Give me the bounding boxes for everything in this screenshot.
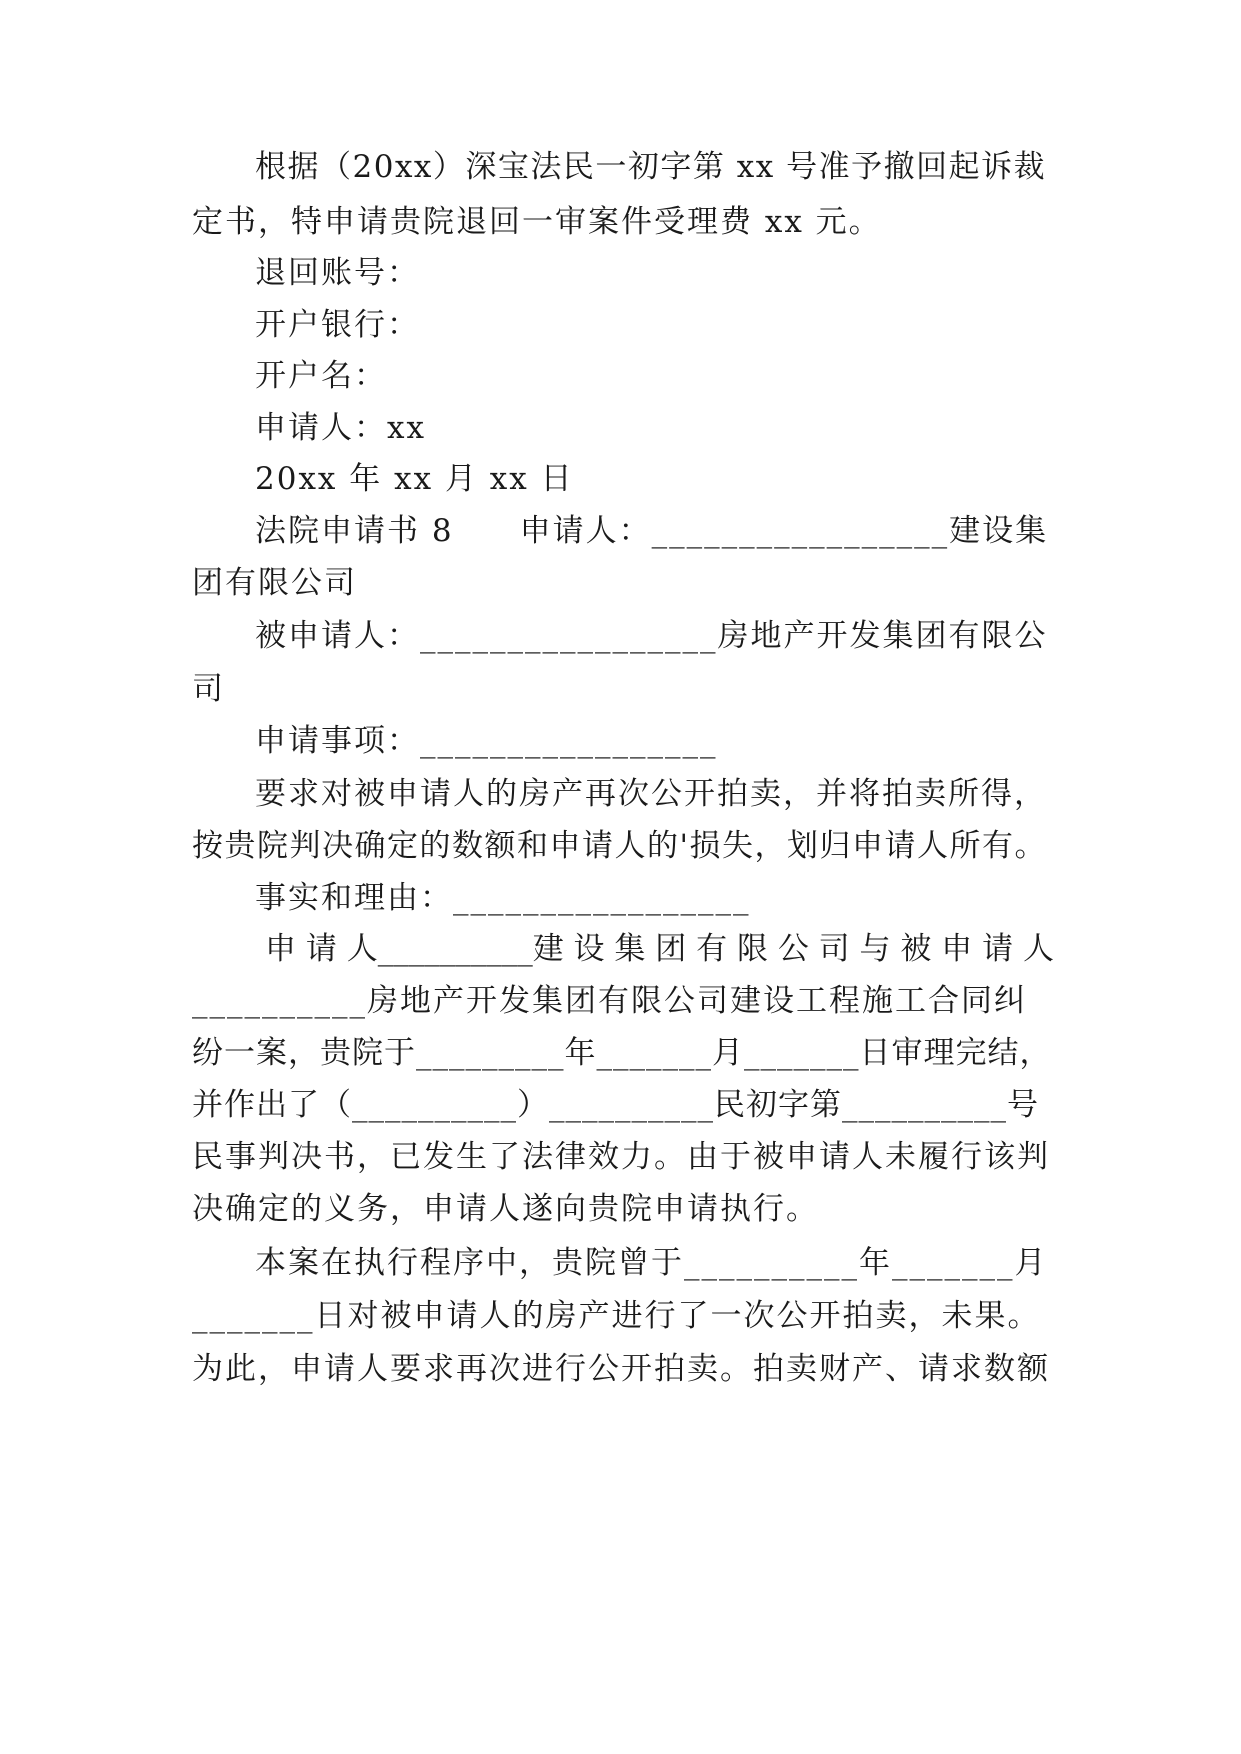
bank-label: 开户银行： — [255, 307, 420, 343]
date-line: 20xx 年 xx 月 xx 日 — [255, 461, 574, 497]
paragraph-line: 申 请 人__________建 设 集 团 有 限 公 司 与 被 申 请 人 — [265, 931, 1054, 967]
applicant-line: 申请人：xx — [255, 410, 426, 446]
paragraph-line: 为此，申请人要求再次进行公开拍卖。拍卖财产、请求数额 — [192, 1351, 1050, 1387]
respondent-line: 被申请人：_________________房地产开发集团有限公 — [255, 618, 1048, 654]
paragraph-line: 决确定的义务，申请人遂向贵院申请执行。 — [192, 1191, 819, 1227]
paragraph-line: 民事判决书，已发生了法律效力。由于被申请人未履行该判 — [192, 1139, 1050, 1175]
paragraph-line: _______日对被申请人的房产进行了一次公开拍卖，未果。 — [192, 1298, 1041, 1334]
paragraph-line: 并作出了（__________）__________民初字第__________号 — [192, 1087, 1039, 1123]
paragraph-line: 按贵院判决确定的数额和申请人的'损失，划归申请人所有。 — [192, 828, 1048, 864]
application-matter-line: 申请事项：_________________ — [255, 723, 718, 759]
paragraph-line: __________房地产开发集团有限公司建设工程施工合同纠 — [192, 983, 1027, 1019]
paragraph-line: 团有限公司 — [192, 565, 357, 601]
paragraph-line: 纷一案，贵院于_________年_______月_______日审理完结， — [192, 1035, 1052, 1071]
section-heading-line: 法院申请书 8 申请人：_________________建设集 — [255, 513, 1049, 549]
paragraph-line: 司 — [192, 671, 225, 707]
paragraph-line: 根据（20xx）深宝法民一初字第 xx 号准予撤回起诉裁 — [255, 149, 1047, 185]
paragraph-line: 定书，特申请贵院退回一审案件受理费 xx 元。 — [192, 204, 882, 240]
refund-account-label: 退回账号： — [255, 255, 420, 291]
paragraph-line: 要求对被申请人的房产再次公开拍卖，并将拍卖所得， — [255, 776, 1047, 812]
facts-reasons-line: 事实和理由：_________________ — [255, 880, 751, 916]
account-name-label: 开户名： — [255, 358, 387, 394]
paragraph-line: 本案在执行程序中，贵院曾于__________年_______月 — [255, 1245, 1048, 1281]
